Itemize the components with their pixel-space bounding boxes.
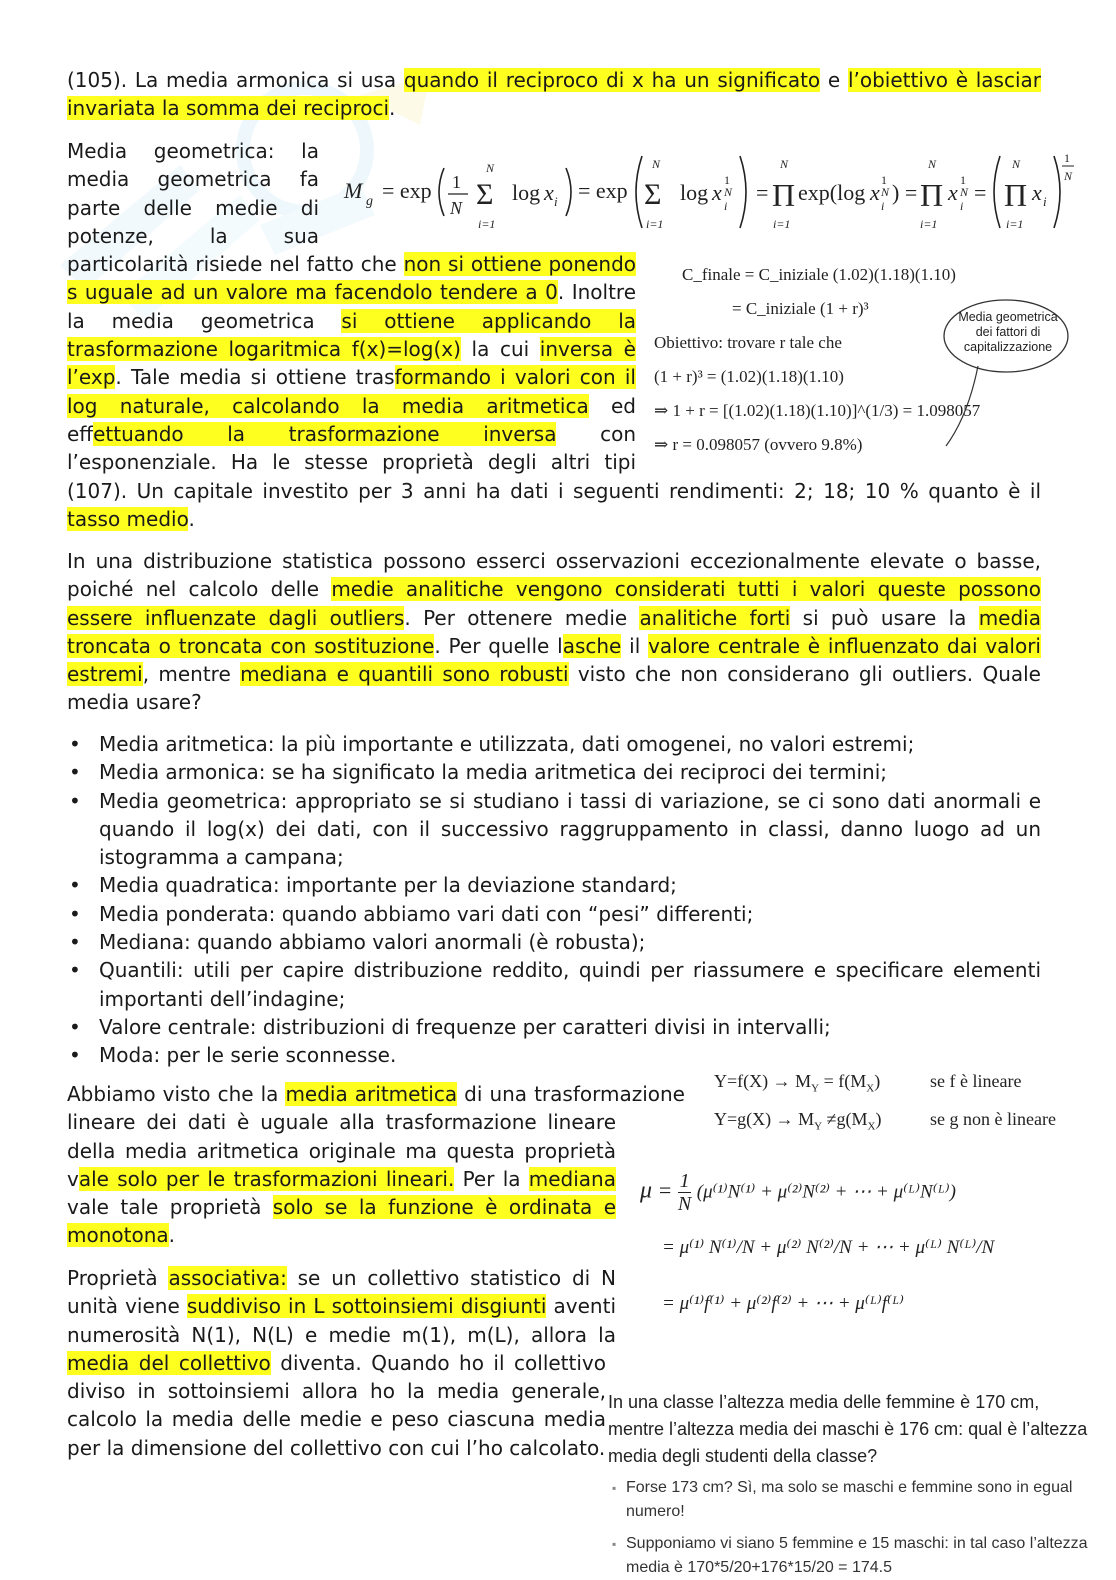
svg-text:N: N	[780, 157, 789, 171]
svg-text:Π: Π	[920, 177, 944, 213]
example-bullet-2: ▪ Supponiamo vi siano 5 femmine e 15 maschi: in tal caso l’altezza media è 170*5/20+176*15/20 = 174.5	[608, 1532, 1098, 1580]
assoc-line-3: = μ⁽¹⁾f⁽¹⁾ + μ⁽²⁾f⁽²⁾ + ⋯ + μ⁽ᴸ⁾f⁽ᴸ⁾	[662, 1293, 904, 1314]
svg-text:x: x	[544, 180, 554, 205]
highlight: inversa è l’exp	[67, 337, 636, 390]
svg-text:i=1: i=1	[646, 217, 664, 231]
formula-one: 1	[452, 172, 461, 192]
highlight: valore centrale è influenzato dai valori estremi	[67, 633, 1041, 687]
text: Proprietà	[67, 1266, 169, 1290]
svg-text:i: i	[1043, 194, 1047, 209]
svg-text:i: i	[881, 199, 885, 213]
svg-text:i=1: i=1	[920, 217, 938, 231]
svg-text:Σ: Σ	[644, 178, 662, 211]
list-item: • Media aritmetica: la più importante e utilizzata, dati omogenei, no valori estremi;	[67, 730, 1041, 758]
highlight: medie analitiche vengono considerati tutti i valori queste possono essere influenzate dagli outliers	[67, 577, 1041, 630]
svg-text:log: log	[680, 180, 709, 205]
highlight: solo se la funzione è ordinata e monotona	[67, 1195, 617, 1248]
cap-line-5: ⇒ 1 + r = [(1.02)(1.18)(1.10)]^(1/3) = 1.098057	[654, 401, 981, 420]
highlight: media aritmetica	[285, 1082, 458, 1106]
svg-text:1: 1	[724, 173, 730, 187]
formula-sub: g	[366, 194, 373, 209]
svg-text:N: N	[1012, 157, 1021, 171]
formula-n: N	[450, 198, 463, 218]
list-item: • Media armonica: se ha significato la media aritmetica dei reciproci dei termini;	[67, 758, 1041, 786]
text: e	[820, 68, 848, 92]
highlight: non si ottiene ponendo s uguale ad un valore ma facendolo tendere a 0	[67, 252, 636, 305]
text: aventi numerosità N(1), N(L) e medie m(1), m(L), allora la	[67, 1294, 617, 1347]
svg-text:i=1: i=1	[478, 217, 496, 231]
text: diventa. Quando ho il collettivo diviso in sottoinsiemi allora ho la media generale, calcolo la media delle medie e peso ciascuna media per la dimensione del collettivo con cui l’ho calcolato.	[67, 1350, 606, 1460]
list-item: • Quantili: utili per capire distribuzione reddito, quindi per riassumere e specificare elementi importanti dell’indagine;	[67, 956, 1041, 1013]
cap-line-6: ⇒ r = 0.098057 (ovvero 9.8%)	[654, 435, 863, 454]
svg-text:=: =	[756, 180, 769, 205]
list-item: • Media quadratica: importante per la deviazione standard;	[67, 871, 1041, 899]
assoc-line-2: = μ⁽¹⁾ N⁽¹⁾/N + μ⁽²⁾ N⁽²⁾/N + ⋯ + μ⁽ᴸ⁾ N⁽ᴸ⁾/N	[662, 1237, 995, 1258]
cap-line-2: = C_iniziale (1 + r)³	[732, 299, 869, 318]
highlight: si ottiene applicando la trasformazione logaritmica f(x)=log(x)	[67, 308, 636, 362]
svg-text:Π: Π	[1004, 177, 1028, 213]
highlight: suddiviso in L sottoinsiemi disgiunti	[186, 1294, 547, 1319]
svg-text:i=1: i=1	[773, 217, 791, 231]
cap-line-1: C_finale = C_iniziale (1.02)(1.18)(1.10)	[682, 265, 956, 284]
text: si può usare la	[790, 605, 979, 630]
svg-text:i: i	[960, 199, 964, 213]
assoc-line-1: μ = $\frac{1}{N}$ (μ⁽¹⁾N⁽¹⁾ + μ⁽²⁾N⁽²⁾ + ⋯ + μ⁽ᴸ⁾N⁽ᴸ⁾)	[640, 1170, 956, 1215]
svg-text:N: N	[724, 185, 733, 199]
mean-usage-list	[67, 730, 1041, 1070]
highlight: associativa:	[168, 1266, 287, 1290]
text: la cui	[460, 337, 540, 362]
text: Per la	[454, 1166, 529, 1191]
text: . Per quelle l	[434, 633, 563, 658]
svg-text:N: N	[652, 157, 661, 171]
text: .	[168, 1223, 175, 1248]
paragraph-outliers	[67, 547, 1041, 717]
svg-text:N: N	[486, 161, 495, 175]
text: .	[188, 506, 195, 531]
text: . Inoltre la media geometrica	[67, 280, 636, 333]
height-example	[608, 1389, 1098, 1580]
svg-text:=: =	[974, 180, 987, 205]
text: Abbiamo visto che la	[67, 1082, 286, 1106]
svg-text:N: N	[960, 185, 969, 199]
highlight: mediana	[528, 1166, 616, 1191]
example-bullet-1: ▪ Forse 173 cm? Sì, ma solo se maschi e femmine sono in egual numero!	[608, 1476, 1098, 1524]
text: di una trasformazione lineare dei dati è uguale alla trasformazione lineare della media aritmetica originale ma questa proprietà v	[67, 1082, 685, 1191]
text: . Tale media si ottiene tras	[115, 365, 395, 390]
formula-log: log	[512, 180, 541, 205]
svg-text:1: 1	[1064, 151, 1070, 165]
list-item: • Moda: per le serie sconnesse.	[67, 1041, 1041, 1069]
svg-text:= exp: = exp	[578, 178, 628, 203]
text: se un collettivo statistico di N unità viene	[67, 1266, 616, 1319]
highlight: analitiche forti	[639, 605, 791, 630]
text: . Per ottenere medie	[404, 605, 640, 630]
svg-text:i: i	[724, 199, 728, 213]
example-question: In una classe l’altezza media delle femmine è 170 cm, mentre l’altezza media dei maschi è 176 cm: qual è l’altezza media degli studenti della classe?	[608, 1392, 1088, 1466]
text: con l’esponenziale. Ha le stesse proprietà degli altri tipi (107). Un capitale investito per 3 anni ha dati i seguenti rendimenti: 2; 18; 10 % quanto è il	[67, 421, 1041, 503]
text: il	[621, 633, 649, 658]
list-item: • Media ponderata: quando abbiamo vari dati con “pesi” differenti;	[67, 900, 1041, 928]
svg-text:x: x	[948, 180, 958, 205]
highlight: tasso medio	[67, 506, 189, 531]
svg-text:x: x	[1032, 180, 1042, 205]
svg-text:N: N	[1064, 169, 1073, 183]
svg-text:1: 1	[881, 173, 887, 187]
svg-text:N: N	[881, 185, 890, 199]
text: , mentre	[142, 662, 241, 687]
text: visto che non considerano gli outliers. Quale media usare?	[67, 662, 1041, 715]
highlight: mediana e quantili sono robusti	[240, 662, 569, 687]
paragraph-harmonic-mean	[67, 66, 1041, 123]
formula-exp: = exp	[382, 178, 432, 203]
highlight: l’obiettivo è lasciar invariata la somma dei reciproci	[67, 68, 1041, 121]
svg-text:Π: Π	[772, 177, 796, 213]
highlight: media del collettivo	[67, 1350, 271, 1375]
svg-text:x: x	[712, 180, 722, 205]
highlight: media troncata o troncata con sostituzione	[67, 605, 1041, 658]
svg-text:1: 1	[960, 173, 966, 187]
list-item: • Valore centrale: distribuzioni di frequenze per caratteri divisi in intervalli;	[67, 1013, 1041, 1041]
text: In una distribuzione statistica possono esserci osservazioni eccezionalmente elevate o basse, poiché nel calcolo delle	[67, 549, 1041, 602]
svg-text:exp(log: exp(log	[798, 180, 866, 205]
list-item: • Media geometrica: appropriato se si studiano i tassi di variazione, se ci sono dati anormali e quando il log(x) dei dati, con il successivo raggruppamento in classi, danno luogo ad un istogramma a campana;	[67, 787, 1041, 872]
svg-text:i=1: i=1	[1006, 217, 1024, 231]
svg-text:) =: ) =	[892, 180, 918, 205]
text: .	[389, 96, 396, 121]
transform-row-nonlinear: $Y=g(X) \to M_Y \ne g(M_X)$ se g non è lineare	[714, 1108, 1056, 1133]
formula-sum: Σ	[476, 178, 494, 211]
svg-text:N: N	[928, 157, 937, 171]
highlight: formando i valori con il log naturale, calcolando la media aritmetica	[67, 365, 636, 418]
highlight: quando il reciproco di x ha un significato	[403, 68, 821, 92]
text: (105). La media armonica si usa	[67, 68, 404, 92]
highlight: asche	[562, 633, 622, 658]
text: ed eff	[67, 393, 636, 446]
transform-row-linear: $Y=f(X) \to M_Y = f(M_X)$ se f è lineare	[714, 1071, 1022, 1095]
list-item: • Mediana: quando abbiamo valori anormali (è robusta);	[67, 928, 1041, 956]
text: vale tale proprietà	[67, 1195, 273, 1220]
highlight: ale solo per le trasformazioni lineari.	[78, 1166, 455, 1191]
cap-line-4: (1 + r)³ = (1.02)(1.18)(1.10)	[654, 367, 844, 386]
text: Media geometrica: la media geometrica fa parte delle medie di potenze, la sua particolarità risiede nel fatto che	[67, 139, 404, 277]
svg-text:x: x	[870, 180, 880, 205]
formula-lhs: M	[344, 178, 363, 203]
cap-line-3: Obiettivo: trovare r tale che	[654, 333, 842, 352]
svg-text:i: i	[554, 194, 558, 209]
highlight: ettuando la trasformazione inversa	[93, 421, 557, 446]
bubble-text: Media geometrica dei fattori di capitalizzazione	[958, 310, 1058, 354]
